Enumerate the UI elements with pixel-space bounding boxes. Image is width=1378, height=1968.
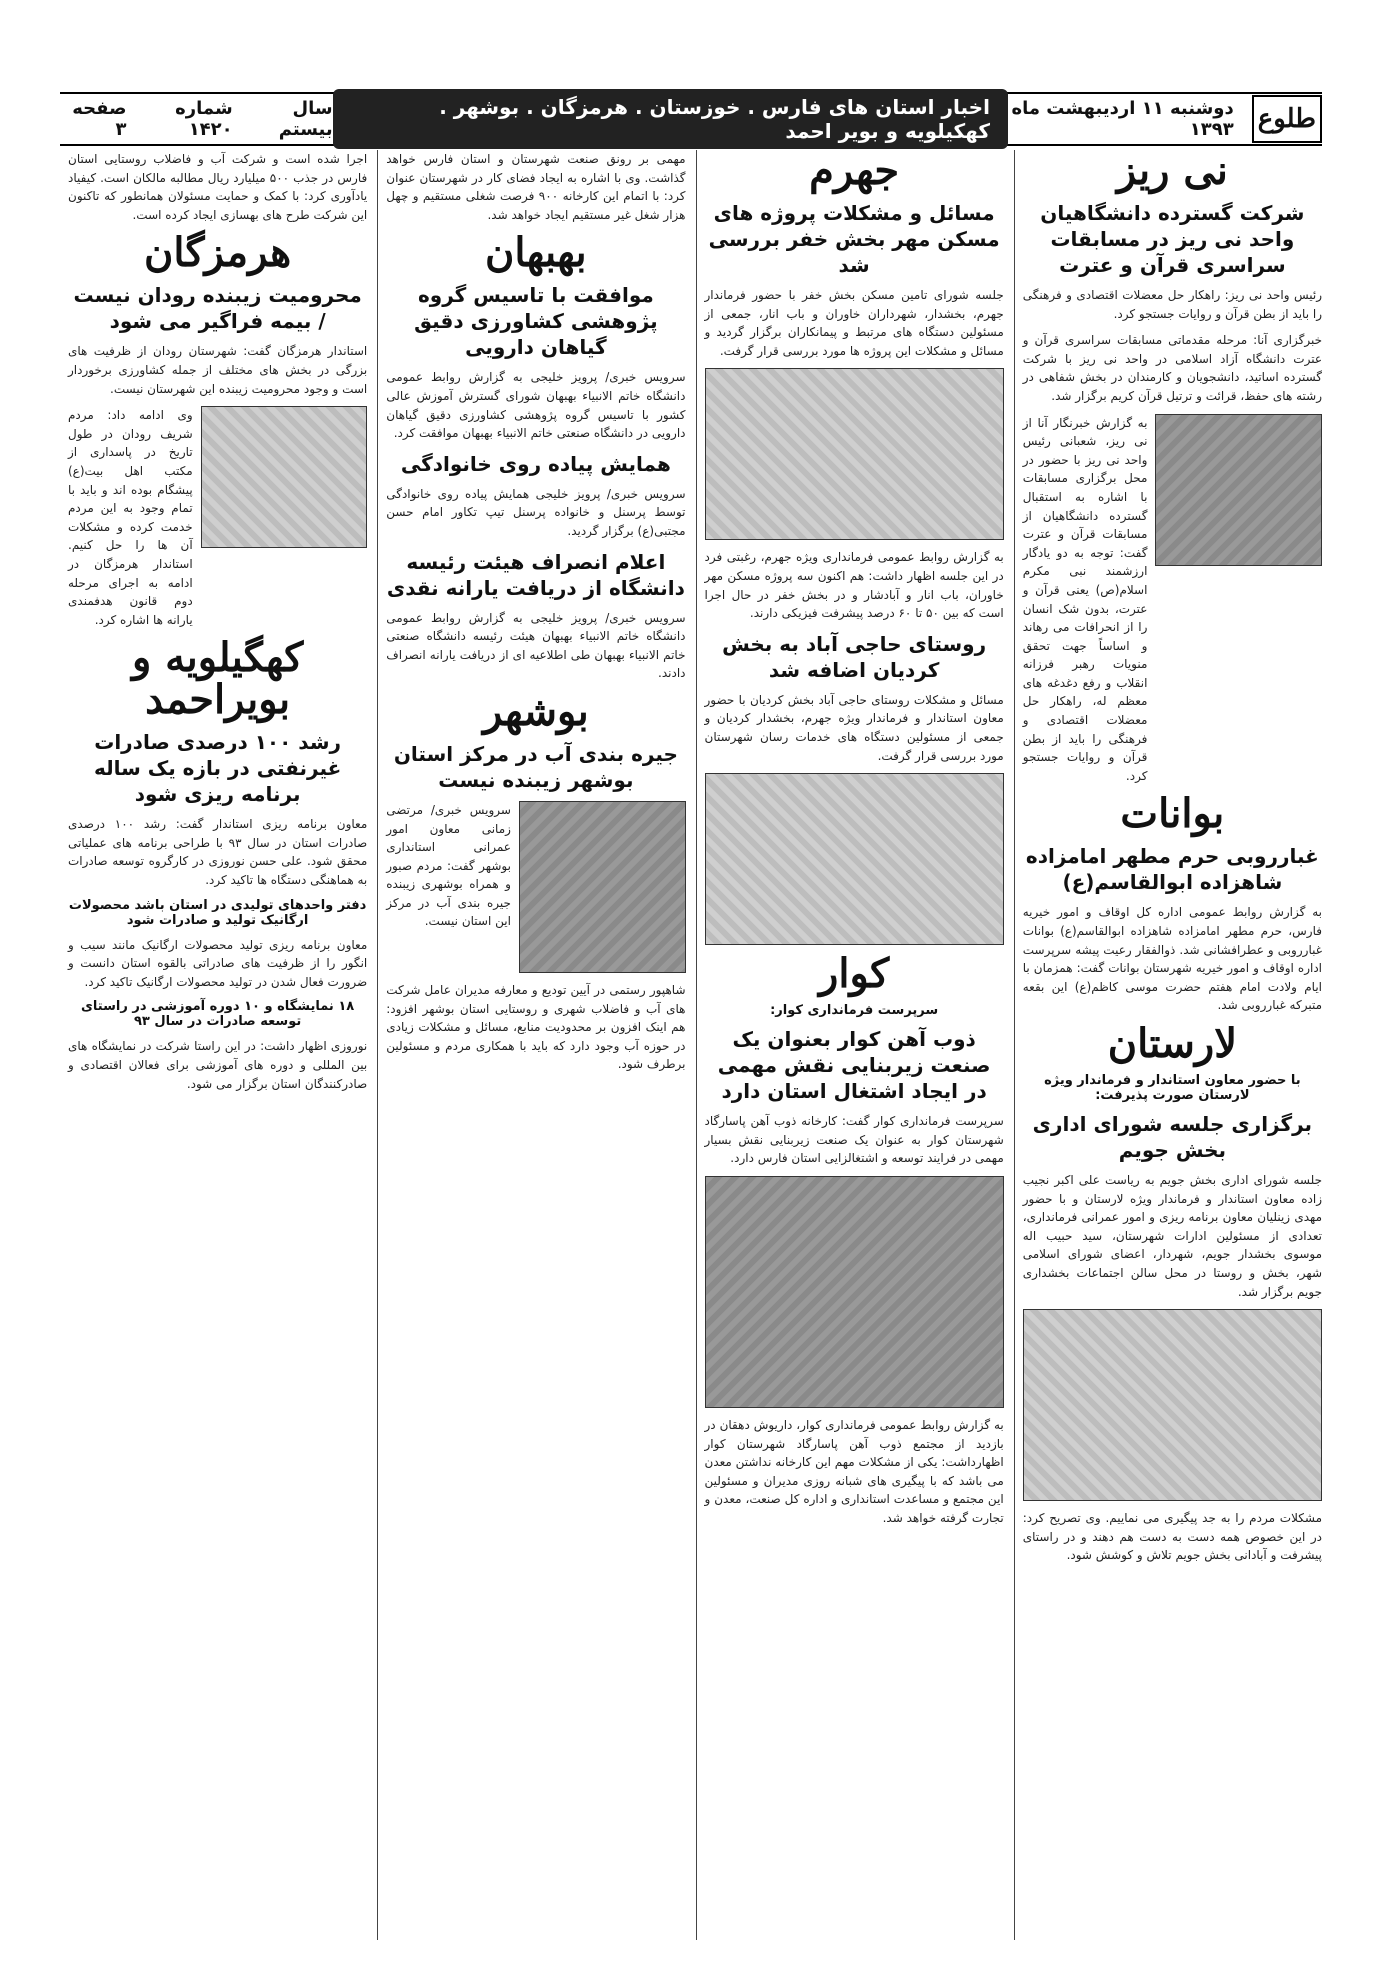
article-text: سرپرست فرمانداری کوار گفت: کارخانه ذوب آهن پاسارگاد شهرستان کوار به عنوان یک صنعت زیربنایی نقش بسیار مهمی در فرایند توسعه و اشتغالزایی استان فارس دارد.	[704, 1114, 1004, 1166]
article-text: به گزارش روابط عمومی اداره کل اوقاف و امور خیریه فارس، حرم مطهر امامزاده شاهزاده ابوالقاسم(ع) بوانات غبارروبی و عطرافشانی شد. ذوالفقار رعیت پیشه سرپرست اداره اوقاف و امور خیریه شهرستان بوانات گفت: همزمان با ایام ولادت امام هفتم حضرت موسی کاظم(ع) این بقعه متبرکه غبارروبی شد.	[1022, 905, 1322, 1013]
region-title-jahrom: جهرم	[809, 150, 900, 194]
subheadline-larestan: با حضور معاون استاندار و فرماندار ویژه لارستان صورت پذیرفت:	[1044, 1073, 1301, 1103]
subheadline-kohgiluyeh-2: ۱۸ نمایشگاه و ۱۰ دوره آموزشی در راستای توسعه صادرات در سال ۹۳	[81, 999, 355, 1030]
region-title-neyriz: نی ریز	[1116, 150, 1228, 194]
article-photo	[705, 368, 1004, 540]
article-text: مهمی بر رونق صنعت شهرستان و استان فارس خواهد گذاشت. وی با اشاره به ایجاد فضای کار در شهرستان عنوان کرد: با اتمام این کارخانه ۹۰۰ فرصت شغلی مستقیم و چهل هزار شغل غیر مستقیم ایجاد خواهد شد.	[386, 152, 686, 222]
headline-neyriz: شرکت گسترده دانشگاهیان واحد نی ریز در مسابقات سراسری قرآن و عترت	[1040, 201, 1305, 277]
region-title-hormozgan: هرمزگان	[143, 229, 292, 277]
article-text: جلسه شورای اداری بخش جویم به ریاست علی اکبر نجیب زاده معاون استاندار و فرماندار ویژه لارستان و با حضور مهدی زینلیان معاون برنامه ریزی و امور عمرانی فرمانداری، تعدادی از مسئولین ادارات شهرستان، سید حبیب اله موسوی بخشدار جویم، شهردار، اعضای شورای اسلامی شهر، بخش و روستا در محل سالن اجتماعات بخشداری جویم برگزار شد.	[1022, 1173, 1322, 1299]
article-text: سرویس خبری/ پرویز خلیجی به گزارش روابط عمومی دانشگاه خاتم الانبیاء بهبهان هیئت رئیسه دانشگاه صنعتی خاتم الانبیاء بهبهان طی اطلاعیه ای از دریافت یارانه انصراف دادند.	[386, 610, 686, 681]
page-number: صفحه ۳	[72, 98, 127, 140]
article-text: استاندار هرمزگان گفت: شهرستان رودان از ظرفیت های بزرگی در بخش های مختلف از جمله کشاورزی برخوردار است و وجود محرومیت زیبنده این شهرستان نیست.	[68, 344, 368, 396]
photo-with-text	[68, 406, 367, 629]
region-title-behbahan: بهبهان	[485, 229, 587, 277]
article-text: سرویس خبری/ مرتضی زمانی معاون امور عمرانی استانداری بوشهر گفت: مردم صبور و همراه بوشهری زیبنده جیره بندی آب در مرکز این استان نیست.	[386, 802, 511, 929]
header-right	[1008, 95, 1322, 143]
headline-kavar: ذوب آهن کوار بعنوان یک صنعت زیربنایی نقش مهمی در ایجاد اشتغال استان دارد	[717, 1027, 991, 1104]
article-text: سرویس خبری/ پرویز خلیجی همایش پیاده روی خانوادگی توسط پرسنل و خانواده پرسنل تیپ تکاور امام حسن مجتبی(ع) برگزار گردید.	[386, 486, 686, 538]
headline-hormozgan: محرومیت زیبنده رودان نیست / بیمه فراگیر می شود	[73, 283, 362, 334]
article-photo	[519, 801, 686, 973]
headline-kohgiluyeh: رشد ۱۰۰ درصدی صادرات غیرنفتی در بازه یک ساله برنامه ریزی شود	[93, 730, 342, 807]
headline-larestan: برگزاری جلسه شورای اداری بخش جویم	[1032, 1112, 1313, 1162]
headline-jahrom-2: روستای حاجی آباد به بخش کردیان اضافه شد	[722, 631, 987, 682]
headline-jahrom: مسائل و مشکلات پروژه های مسکن مهر بخش خفر بررسی شد	[708, 201, 1000, 277]
subheadline-kohgiluyeh: دفتر واحدهای تولیدی در استان باشد محصولات ارگانیک تولید و صادرات شود	[68, 897, 367, 928]
article-photo	[1023, 1309, 1322, 1501]
article-text: خبرگزاری آنا: مرحله مقدماتی مسابقات سراسری قرآن و عترت دانشگاه آزاد اسلامی در واحد نی ریز با شرکت گسترده اساتید، دانشجویان و کارمندان در بخش شفاهی در رشته های حفظ، قرائت و ترتیل قرآن کریم برگزار شد.	[1022, 333, 1322, 403]
section-title: اخبار استان های فارس . خوزستان . هرمزگان . بوشهر . کهکیلویه و بویر احمد	[333, 89, 1008, 149]
issue-meta	[68, 98, 333, 140]
article-text: مشکلات مردم را به جد پیگیری می نماییم. وی تصریح کرد: در این خصوص همه دست به دست هم دهند و در راستای پیشرفت و آبادانی بخش جویم تلاش و کوشش شود.	[1022, 1511, 1322, 1563]
column-2	[696, 150, 1004, 1940]
article-text: رئیس واحد نی ریز: راهکار حل معضلات اقتصادی و فرهنگی را باید از بطن قرآن و روایات جستجو کرد.	[1022, 288, 1322, 321]
region-title-kavar: کوار	[819, 950, 890, 998]
article-text: شاهپور رستمی در آیین تودیع و معارفه مدیران عامل شرکت های آب و فاضلاب شهری و روستایی استان بوشهر افزود: هم اینک افزون بر محدودیت منابع، مسائل و مشکلات زیادی در حوزه آب وجود دارد که باید با همکاری مردم و مسئولین برطرف شود.	[386, 982, 686, 1072]
headline-bushehr: جیره بندی آب در مرکز استان بوشهر زیبنده نیست	[393, 741, 678, 792]
issue-date: دوشنبه ۱۱ اردیبهشت ماه ۱۳۹۳	[1011, 98, 1234, 140]
article-text: به گزارش خبرنگار آنا از نی ریز، شعبانی رئیس واحد نی ریز با حضور در محل برگزاری مسابقات با اشاره به استقبال گسترده دانشگاهیان از مسابقات قرآن و عترت گفت: توجه به دو یادگار ارزشمند نبی مکرم اسلام(ص) یعنی قرآن و عترت، بدون شک انسان را از انحرافات می رهاند و اساساً جهت تحقق منویات رهبر فرزانه انقلاب و رفع دغدغه های معظم له، راهکار حل معضلات اقتصادی و فرهنگی را باید از بطن قرآن و روایات جستجو کرد.	[1022, 415, 1148, 783]
region-title-bushehr: بوشهر	[482, 687, 589, 735]
article-photo	[201, 406, 368, 548]
issue-number: شماره ۱۴۲۰	[175, 98, 233, 140]
column-1	[1014, 150, 1322, 1940]
article-columns	[60, 150, 1322, 1940]
article-text: نوروزی اظهار داشت: در این راستا شرکت در نمایشگاه های بین المللی و دوره های آموزشی برای فعالان اقتصادی و صادرکنندگان استان برگزار می شود.	[68, 1039, 368, 1091]
issue-year: سال بیستم	[278, 98, 333, 140]
headline-behbahan: موافقت با تاسیس گروه پژوهشی کشاورزی دقیق گیاهان دارویی	[414, 283, 658, 360]
photo-with-text	[386, 801, 685, 973]
photo-with-text	[1023, 414, 1322, 786]
region-title-larestan: لارستان	[1107, 1020, 1238, 1067]
subheadline-kavar: سرپرست فرمانداری کوار:	[770, 1003, 939, 1019]
article-photo	[705, 773, 1004, 945]
article-text: سرویس خبری/ پرویز خلیجی به گزارش روابط عمومی دانشگاه خاتم الانبیاء بهبهان شورای گسترش آموزش عالی کشور با تاسیس گروه پژوهشی کشاورزی دقیق گیاهان دارویی در دانشگاه صنعتی خاتم الانبیاء بهبهان موافقت کرد.	[386, 370, 686, 441]
article-text: اجرا شده است و شرکت آب و فاضلاب روستایی استان فارس در جذب ۵۰۰ میلیارد ریال مطالبه مالکان است. کیفیاد یادآوری کرد: با کمک و حمایت مسئولان همانطور که تاکنون این شرکت طرح های بهسازی ایجاد کرده است.	[68, 152, 368, 222]
article-photo	[1155, 414, 1322, 566]
article-photo	[705, 1176, 1004, 1408]
headline-behbahan-3: اعلام انصراف هیئت رئیسه دانشگاه از دریافت یارانه نقدی	[386, 549, 685, 600]
column-3	[377, 150, 685, 1940]
article-text: جلسه شورای تامین مسکن بخش خفر با حضور فرماندار جهرم، بخشدار، شهرداران خاوران و باب انار، جمعی از مسئولین دستگاه های مرتبط و پیمانکاران برگزار گردید و مسائل و مشکلات این پروژه ها مورد بررسی قرار گرفت.	[704, 288, 1004, 358]
article-text: به گزارش روابط عمومی فرمانداری ویژه جهرم، رغبتی فرد در این جلسه اظهار داشت: هم اکنون سه پروژه مسکن مهر خاوران، باب انار و آبادشار و در بخش خفر در حال اجرا است که بین ۵۰ تا ۶۰ درصد پیشرفت فیزیکی دارند.	[704, 550, 1004, 621]
article-text: معاون برنامه ریزی استاندار گفت: رشد ۱۰۰ درصدی صادرات استان در سال ۹۳ با طراحی برنامه های عملیاتی محقق شود. علی حسن نوروزی در کارگروه توسعه صادرات به هماهنگی دستگاه ها تاکید کرد.	[68, 817, 368, 888]
column-4	[60, 150, 367, 1940]
region-title-kohgiluyeh: کهگیلویه و بویراحمد	[131, 634, 304, 724]
newspaper-logo: طلوع	[1252, 95, 1322, 143]
article-text: معاون برنامه ریزی تولید محصولات ارگانیک مانند سیب و انگور را از ظرفیت های صادراتی بالقوه استان دانست و ضرورت فعال شدن در تولید محصولات ارگانیک تاکید کرد.	[68, 937, 368, 989]
headline-behbahan-2: همایش پیاده روی خانوادگی	[400, 451, 671, 476]
article-text: مسائل و مشکلات روستای حاجی آباد بخش کردیان با حضور معاون استاندار و فرماندار ویژه جهرم، بخشدار کردیان و جمعی از مسئولین دستگاه های خدمات رسان شهرستان مورد بررسی قرار گرفت.	[704, 692, 1004, 763]
region-title-bavanat: بوانات	[1120, 790, 1225, 838]
article-text: وی ادامه داد: مردم شریف رودان در طول تاریخ در پاسداری از مکتب اهل بیت(ع) پیشگام بوده اند و باید با تمام وجود به این مردم خدمت کرده و مشکلات آن ها را حل کنیم. استاندار هرمزگان در ادامه به اجرای مرحله دوم قانون هدفمندی یارانه ها اشاره کرد.	[68, 408, 193, 627]
page-header	[60, 92, 1322, 146]
article-text: به گزارش روابط عمومی فرمانداری کوار، داریوش دهقان در بازدید از مجتمع ذوب آهن پاسارگاد شهرستان کوار اظهارداشت: یکی از مشکلات مهم این کارخانه نداشتن معدن می باشد که با پیگیری های شبانه روزی مدیران و مسئولین این مجتمع و مساعدت استانداری و اداره کل صنعت، معدن و تجارت گرفته خواهد شد.	[704, 1417, 1004, 1525]
headline-bavanat: غبارروبی حرم مطهر امامزاده شاهزاده ابوالقاسم(ع)	[1025, 844, 1319, 895]
